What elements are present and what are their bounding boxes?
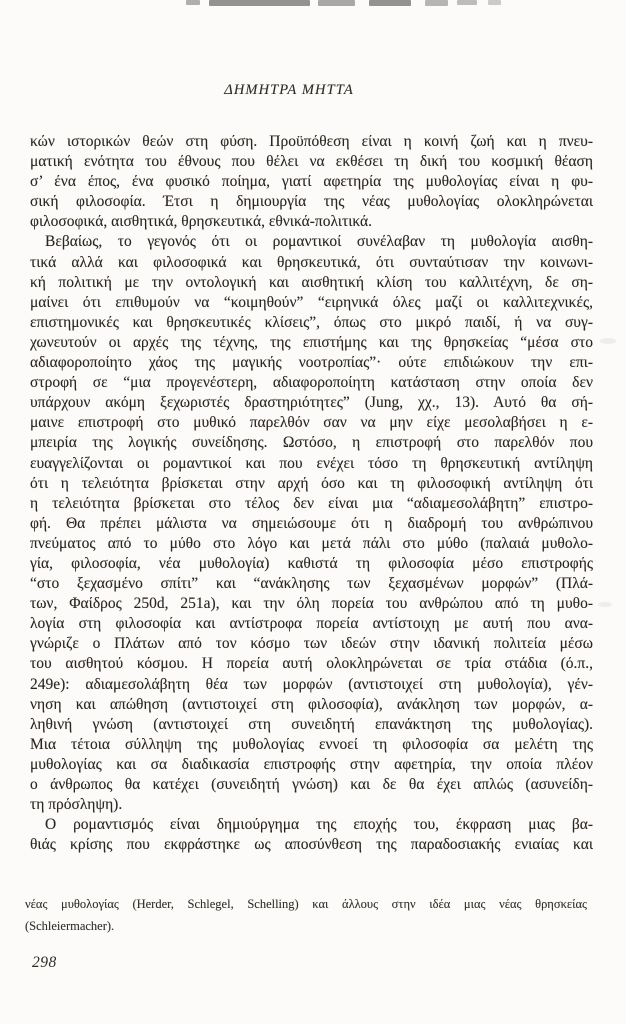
scan-smudge — [598, 602, 612, 607]
text-line: φιλοσοφικά, αισθητικά, θρησκευτικά, εθνικά-πολιτικά. — [30, 213, 373, 231]
text-line: τη πρόσληψη). — [30, 796, 123, 814]
text-line: ευαγγελίζονται οι ρομαντικοί και που ενέχει τόσο τη θρησκευτική αντίληψη — [30, 454, 593, 472]
scan-artifact-bar — [0, 0, 626, 8]
footnote — [25, 897, 587, 941]
text-line: ματική ενότητα του έθνους που θέλει να εκθέσει τη δική του κοσμική θέαση — [30, 153, 593, 171]
scan-smudge — [600, 338, 616, 344]
text-line: νέας μυθολογίας (Herder, Schlegel, Schelling) και άλλους στην ιδέα μιας νέας θρησκείας — [25, 897, 587, 911]
text-line: κών ιστορικών θεών στη φύση. Προϋπόθεση είναι η κοινή ζωή και η πνευ- — [30, 133, 593, 150]
text-line: Ο ρομαντισμός είναι δημιούργημα της εποχής του, έκφραση μιας βα- — [45, 816, 593, 834]
scan-artifact-dash — [488, 0, 501, 5]
body-text — [30, 133, 593, 856]
text-line: των, Φαίδρος 250d, 251a), και την όλη πορεία του ανθρώπου από τη μυθο- — [30, 595, 593, 613]
scan-artifact-dash — [209, 0, 310, 6]
text-line: μπειρία της λογικής συνείδησης. Ωστόσο, η επιστροφή στο παρελθόν που — [30, 434, 593, 452]
text-line: μαινε επιστροφή στο μυθικό παρελθόν σαν να μην είχε μεσολαβήσει η ε- — [30, 414, 593, 432]
text-line: χωνευτούν οι αρχές της τέχνης, της επιστήμης και της θρησκείας “μέσα στο — [30, 333, 593, 351]
text-line: πνεύματος από το μύθο στο λόγο και μετά πάλι στο μύθο (παλαιά μυθολο- — [30, 534, 593, 552]
text-line: τικά αλλά και φιλοσοφικά και θρησκευτικά, ότι συνταύτισαν την κοινωνι- — [30, 253, 593, 271]
running-head-author: ΔΗΜΗΤΡΑ ΜΗΤΤΑ — [224, 82, 354, 98]
text-line: ο άνθρωπος θα κατέχει (συνειδητή γνώση) και δε θα έχει απλώς (ασυνείδη- — [30, 776, 593, 793]
text-line: η τελειότητα βρίσκεται στο τέλος δεν είναι μια “αδιαμεσολάβητη” επιστρο- — [30, 494, 593, 512]
text-line: κή πολιτική με την οντολογική και αισθητική κλίση του καλλιτέχνη, δε ση- — [30, 273, 593, 291]
text-line: του αισθητού κόσμου. Η πορεία αυτή ολοκληρώνεται σε τρία στάδια (ό.π., — [30, 655, 593, 673]
text-line: στροφή σε “μια προγενέστερη, αδιαφοροποίητη κατάσταση στην οποία δεν — [30, 374, 593, 392]
text-line: γνώριζε ο Πλάτων από τον κόσμο των ιδεών στην ιδανική πολιτεία μέσω — [30, 635, 593, 653]
text-line: “στο ξεχασμένο σπίτι” και “ανάκλησης των ξεχασμένων μορφών” (Πλά- — [30, 575, 593, 593]
text-line: νηση και απώθηση (αντιστοιχεί στη φιλοσοφία), ανάκληση των μορφών, α- — [30, 695, 593, 713]
scan-artifact-dash — [369, 0, 411, 6]
text-line: αδιαφοροποίητο χάος της μαγικής νοοτροπίας”· ούτε επιδιώκουν την επι- — [30, 354, 593, 372]
text-line: (Schleiermacher). — [25, 919, 115, 933]
text-line: λογία στη φιλοσοφία και αντίστροφα πορεία αντίστοιχη με αυτή που ανα- — [30, 615, 593, 633]
page-number: 298 — [32, 954, 57, 971]
text-line: υπάρχουν ακόμη ξεχωριστές δραστηριότητες” (Jung, χχ., 13). Αυτό θα σή- — [30, 394, 593, 412]
text-line: μυθολογίας και σα διαδικασία επιστροφής στην αφετηρία, την οποία πλέον — [30, 755, 593, 773]
text-line: σ’ ένα έπος, ένα φυσικό ποίημα, γιατί αφετηρία της μυθολογίας είναι η φυ- — [30, 173, 593, 191]
scan-artifact-dash — [457, 0, 477, 5]
text-line: μαίνει ότι επιθυμούν να “κοιμηθούν” “ειρηνικά όλες μαζί οι καλλιτεχνικές, — [30, 293, 593, 311]
text-line: γία, φιλοσοφία, νέα μυθολογία) καθιστά τη φιλοσοφία μέσο επιστροφής — [30, 554, 593, 572]
text-line: επιστημονικές και θρησκευτικές κλίσεις”, όπως στο μικρό παιδί, ή να συγ- — [30, 313, 593, 331]
scan-artifact-dash — [318, 0, 355, 6]
text-line: Βεβαίως, το γεγονός ότι οι ρομαντικοί συνέλαβαν τη μυθολογία αισθη- — [45, 233, 593, 251]
text-line: ότι η τελειότητα βρίσκεται στην αρχή όσο και τη φιλοσοφική αντίληψη ότι — [30, 474, 593, 492]
text-line: ληθινή γνώση (αντιστοιχεί στη συνειδητή επανάκτηση της μυθολογίας). — [30, 715, 593, 733]
text-line: Μια τέτοια σύλληψη της μυθολογίας εννοεί τη φιλοσοφία σα μελέτη της — [30, 735, 593, 753]
text-line: σική φιλοσοφία. Έτσι η δημιουργία της νέας μυθολογίας ολοκληρώνεται — [30, 193, 593, 211]
text-line: 249e): αδιαμεσολάβητη θέα των μορφών (αντιστοιχεί στη μυθολογία), γέν- — [30, 675, 593, 693]
scan-artifact-dash — [186, 0, 200, 5]
text-line: θιάς κρίσης που εκφράστηκε ως αποσύνθεση της παραδοσιακής ενιαίας και — [30, 836, 593, 854]
text-line: φή. Θα πρέπει μάλιστα να σημειώσουμε ότι η διαδρομή του ανθρώπινου — [30, 514, 593, 532]
scan-artifact-dash — [425, 0, 448, 6]
